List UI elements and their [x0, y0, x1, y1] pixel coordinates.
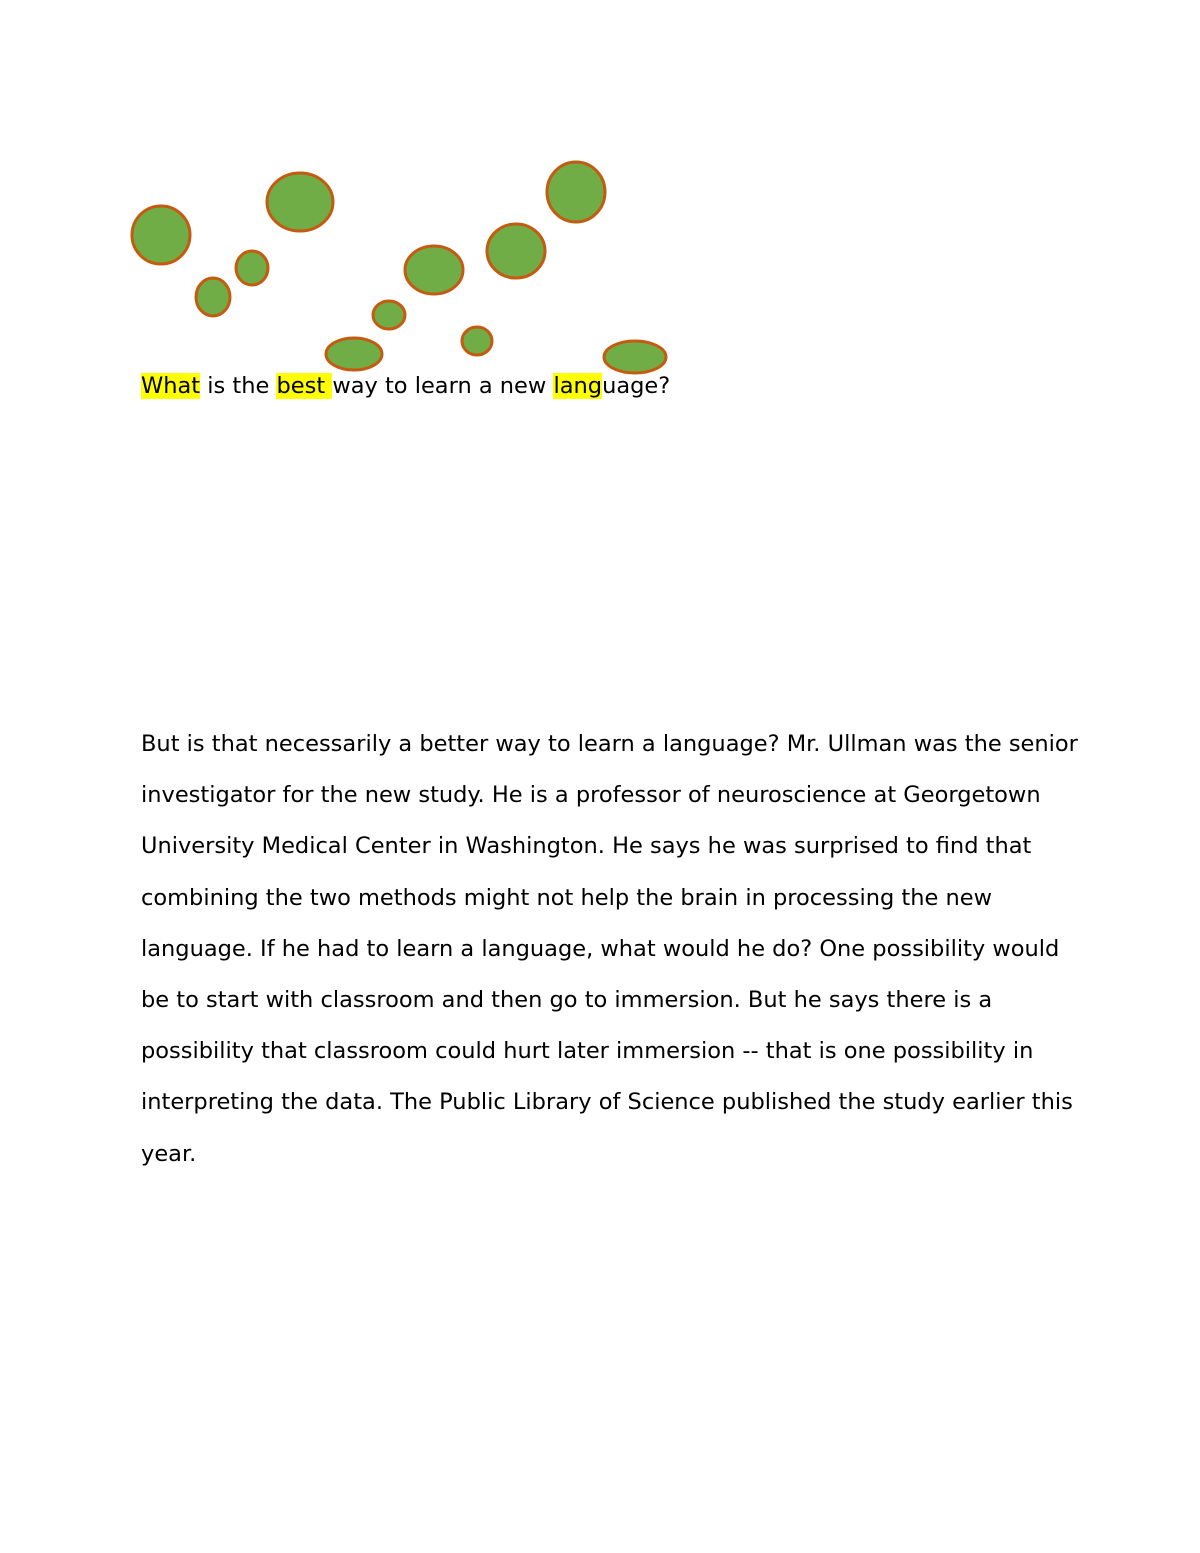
paragraph-line: combining the two methods might not help the brain in processing the new	[141, 884, 992, 911]
bubble-shape	[405, 246, 463, 294]
bubble-shape	[373, 301, 405, 329]
bubble-shape	[487, 224, 545, 278]
headline-segment: is the	[200, 373, 277, 399]
headline-segment-best: best	[276, 373, 333, 399]
paragraph-line: be to start with classroom and then go to immersion. But he says there is a	[141, 987, 993, 1014]
paragraph-line: investigator for the new study. He is a professor of neuroscience at Georgetown	[141, 782, 1041, 809]
bubble-shape	[326, 338, 382, 370]
paragraph-line: But is that necessarily a better way to learn a language? Mr. Ullman was the senior	[141, 731, 1078, 757]
paragraph-line: possibility that classroom could hurt later immersion -- that is one possibility in	[141, 1038, 1034, 1065]
paragraph-line: language. If he had to learn a language, what would he do? One possibility would	[141, 935, 1060, 962]
body-paragraph	[141, 719, 1078, 1180]
headline-segment: uage?	[602, 373, 671, 399]
paragraph-line: year.	[141, 1140, 197, 1167]
bubble-shape	[267, 173, 333, 231]
headline-segment-what: What	[141, 373, 201, 399]
bubble-shape	[196, 278, 230, 316]
bubble-shape	[236, 251, 268, 285]
bubble-shape	[547, 162, 605, 222]
headline-question	[141, 368, 670, 404]
paragraph-line: University Medical Center in Washington. He says he was surprised to find that	[141, 833, 1032, 860]
decorative-bubbles	[0, 0, 1200, 420]
headline-segment-lang: lang	[553, 373, 603, 399]
paragraph-line: interpreting the data. The Public Library of Science published the study earlier this	[141, 1089, 1073, 1116]
bubble-shape	[462, 327, 492, 355]
bubble-shape	[132, 206, 190, 264]
headline-segment: way to learn a new	[332, 373, 554, 399]
